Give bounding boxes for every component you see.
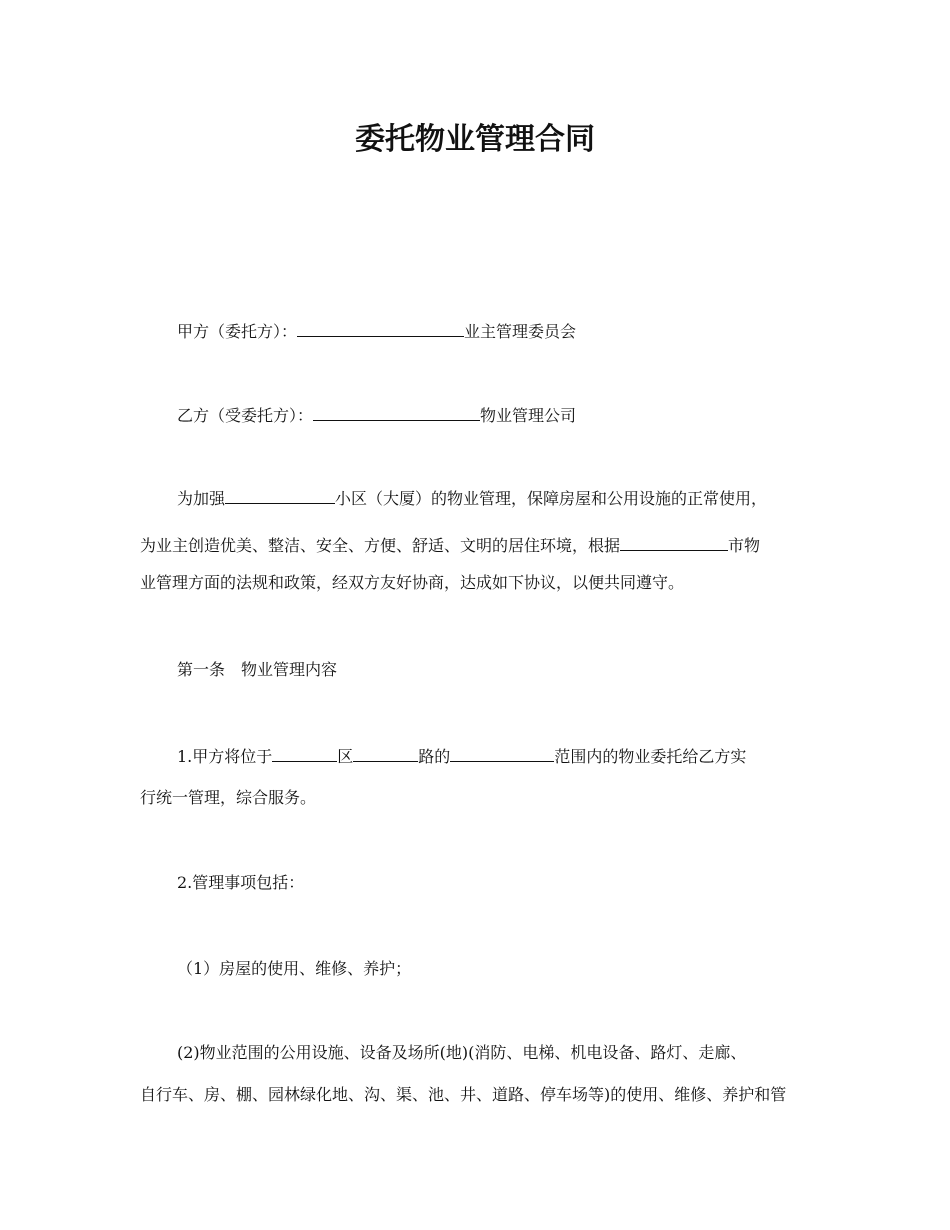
- preamble-text: 为业主创造优美、整洁、安全、方便、舒适、文明的居住环境，根据: [140, 536, 621, 555]
- document-title: 委托物业管理合同: [355, 122, 595, 157]
- range-blank: [450, 745, 554, 762]
- item-text: 路的: [418, 747, 451, 766]
- preamble-line-3: 业管理方面的法规和政策，经双方友好协商，达成如下协议，以便共同遵守。: [140, 573, 685, 592]
- preamble-text: 小区（大厦）的物业管理，保障房屋和公用设施的正常使用，: [335, 489, 768, 508]
- party-a-blank: [297, 320, 464, 337]
- road-blank: [353, 745, 418, 762]
- community-blank: [225, 487, 335, 504]
- preamble-line-2: [140, 534, 760, 556]
- party-b-blank: [313, 404, 480, 421]
- preamble-text: 市物: [728, 536, 761, 555]
- preamble-line-1: [177, 487, 767, 509]
- item-1-line-2: 行统一管理，综合服务。: [140, 788, 317, 807]
- item-2: 2.管理事项包括：: [177, 873, 305, 892]
- item-1-line-1: [177, 745, 746, 767]
- party-a-line: [177, 320, 576, 342]
- sub-item-1: （1）房屋的使用、维修、养护；: [177, 959, 412, 978]
- party-a-label: 甲方（委托方）：: [177, 322, 298, 341]
- district-blank: [272, 745, 337, 762]
- item-text: 区: [337, 747, 354, 766]
- party-b-suffix: 物业管理公司: [480, 406, 577, 425]
- party-b-line: [177, 404, 576, 426]
- city-blank: [620, 534, 728, 551]
- article-1-heading: 第一条 物业管理内容: [177, 660, 338, 679]
- preamble-text: 为加强: [177, 489, 226, 508]
- sub-item-2-line-1: (2)物业范围的公用设施、设备及场所(地)(消防、电梯、机电设备、路灯、走廊、: [177, 1043, 747, 1062]
- party-a-suffix: 业主管理委员会: [464, 322, 577, 341]
- item-text: 1.甲方将位于: [177, 747, 273, 766]
- party-b-label: 乙方（受委托方）：: [177, 406, 314, 425]
- sub-item-2-line-2: 自行车、房、棚、园林绿化地、沟、渠、池、井、道路、停车场等)的使用、维修、养护和管: [140, 1085, 787, 1104]
- item-text: 范围内的物业委托给乙方实: [554, 747, 747, 766]
